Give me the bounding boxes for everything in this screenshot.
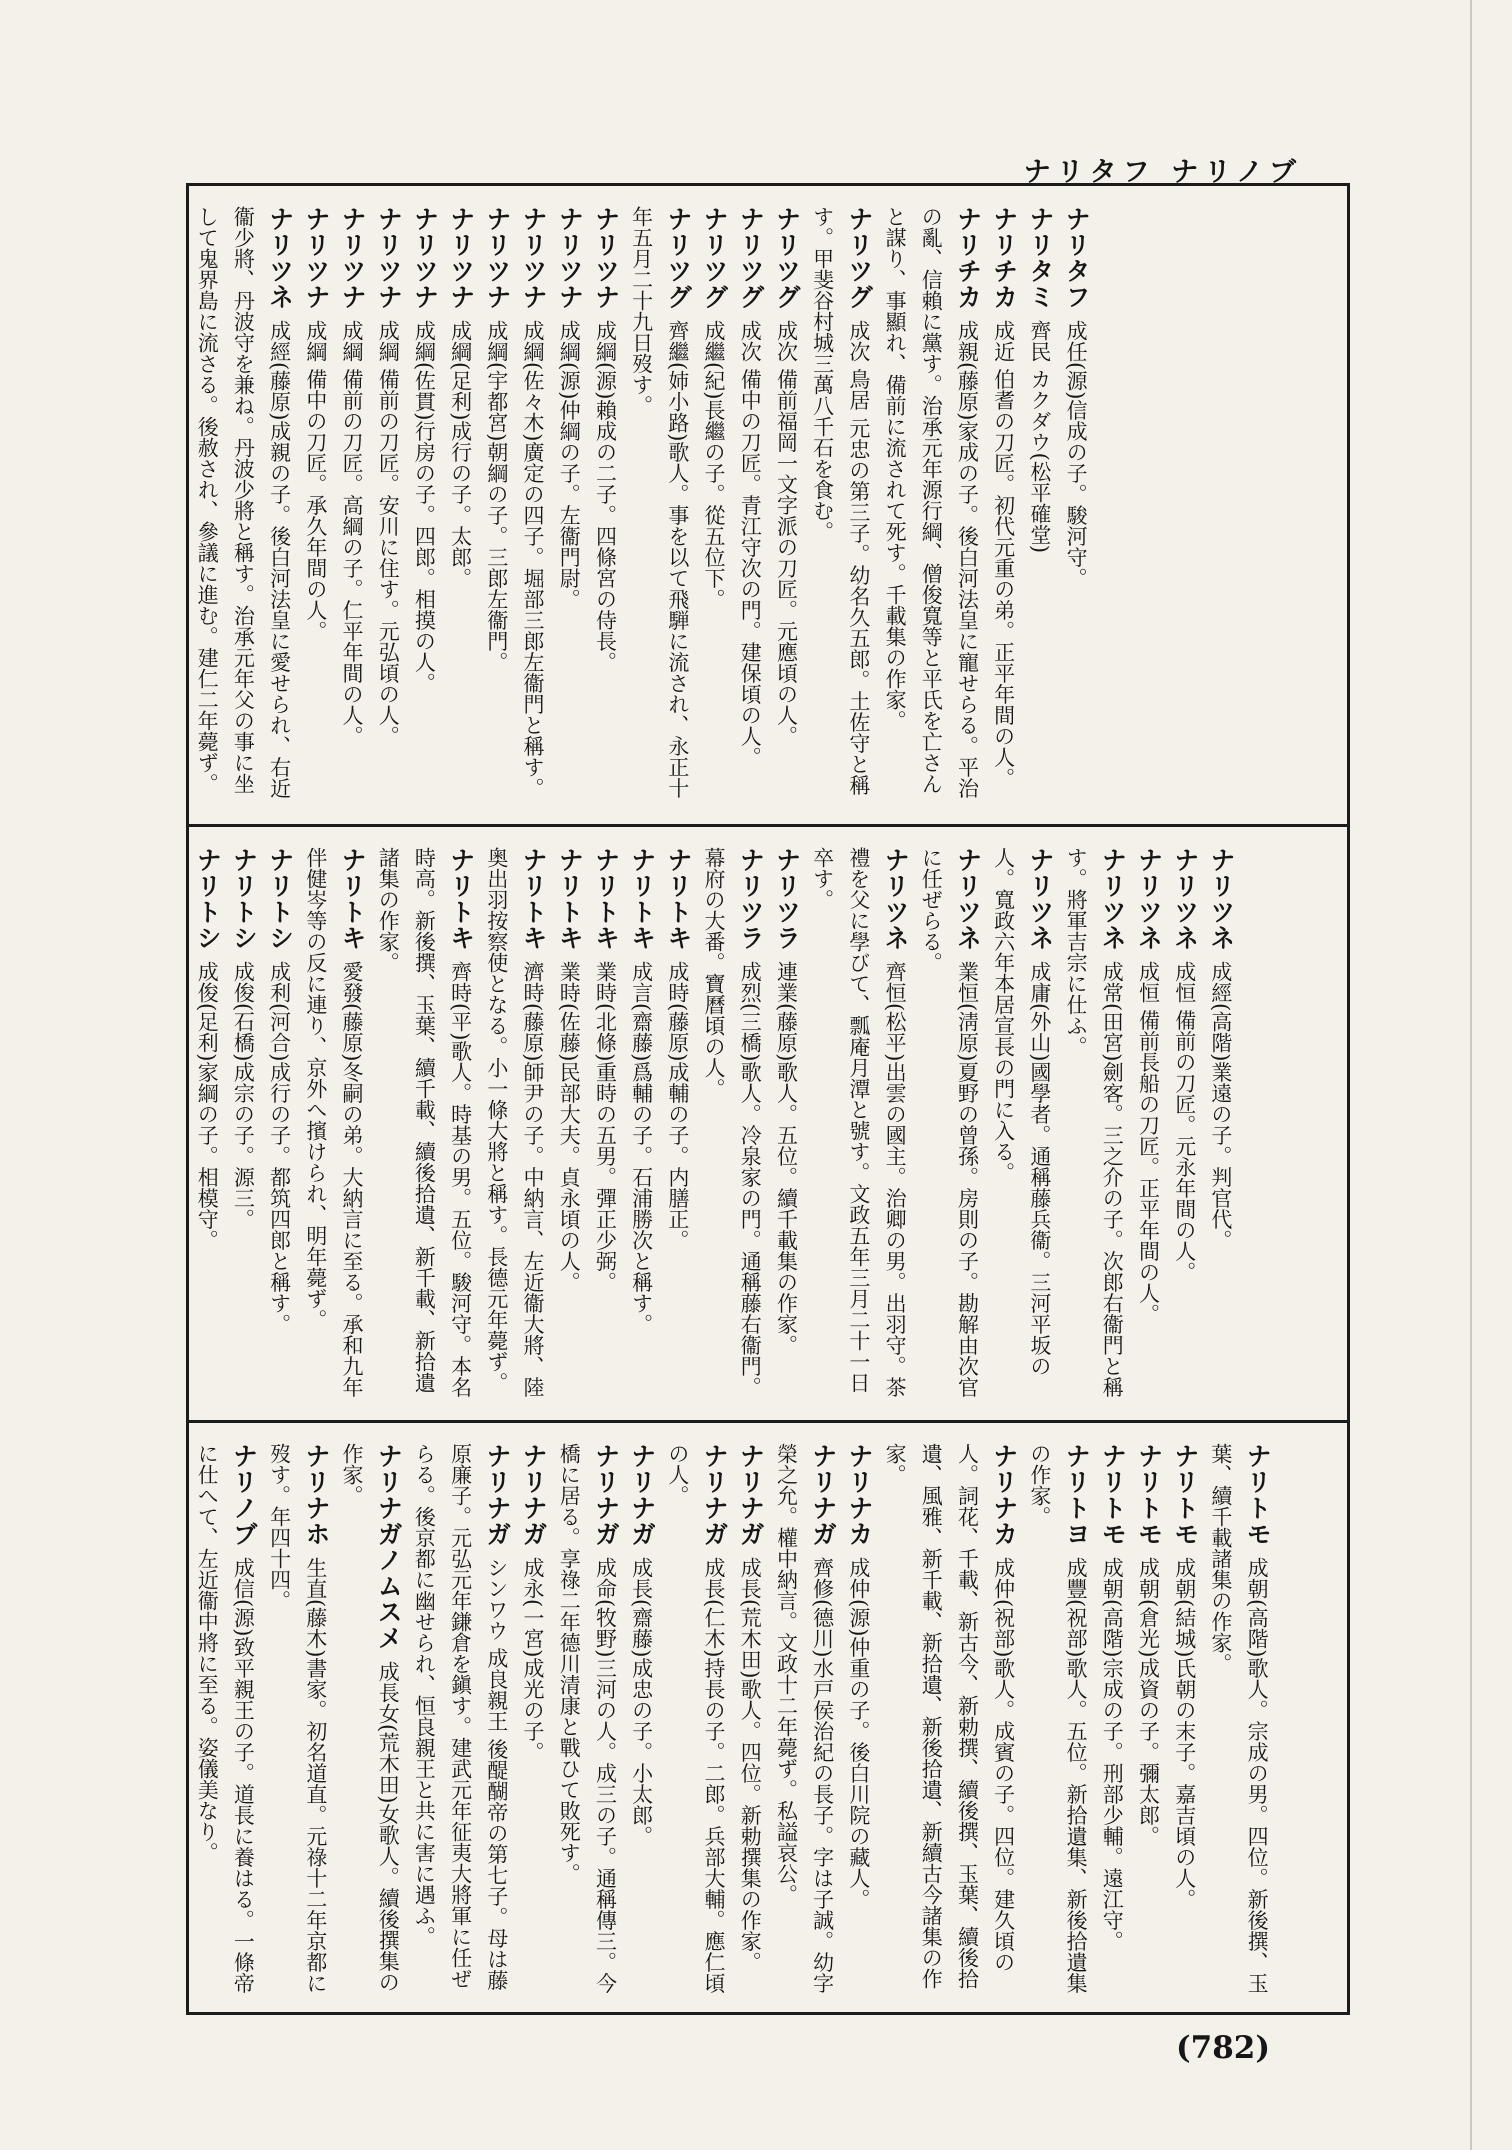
entry xyxy=(370,206,406,804)
entry-reading: ナリツラ xyxy=(772,847,802,951)
entry-text: 成繼(紀)長繼の子。從五位下。 xyxy=(702,320,727,610)
entry-reading: ナリタミ xyxy=(1025,206,1055,310)
entry xyxy=(1203,1443,1275,1998)
entry-reading: ナリツラ xyxy=(736,847,766,951)
entry-text: 生直(藤木)書家。初名道直。元祿十二年京都に歿す。年四十四。 xyxy=(267,1443,328,1994)
entry-text: 成恒 備前の刀匠。元永年間の人。 xyxy=(1172,961,1197,1283)
entry-reading: ナリナカ xyxy=(989,1443,1019,1547)
entry xyxy=(189,1443,261,1998)
entry-text: 業時(北條)重時の五男。彈正少弼。 xyxy=(593,961,618,1293)
entry-reading: ナリツネ xyxy=(881,847,911,951)
entry-text: 成利(河合)成行の子。都筑四郎と稱す。 xyxy=(267,961,292,1335)
entry-reading: ナリトシ xyxy=(265,847,295,951)
entry-reading: ナリナガ xyxy=(591,1443,621,1547)
entry-reading: ナリツナ xyxy=(591,206,621,310)
entry-reading: ナリチカ xyxy=(989,206,1019,310)
entry-text: 成綱(佐貫)行房の子。四郎。相摸の人。 xyxy=(412,320,437,694)
entry-reading: ナリツナ xyxy=(482,206,512,310)
entry-reading: ナリトキ xyxy=(519,847,549,951)
entry-reading: ナリツネ xyxy=(1025,847,1055,951)
entry xyxy=(768,206,804,804)
entry-reading: ナリトキ xyxy=(555,847,585,951)
band-top xyxy=(189,186,1347,818)
entry-text: 成恒 備前長船の刀匠。正平年間の人。 xyxy=(1136,961,1161,1325)
entry xyxy=(985,847,1057,1400)
entry xyxy=(696,206,732,804)
entry xyxy=(515,206,551,804)
dictionary-frame xyxy=(186,183,1350,2015)
entry-reading: ナリトシ xyxy=(193,847,223,951)
band-bottom xyxy=(189,1420,1347,2012)
entry-reading: ナリナホ xyxy=(301,1443,331,1547)
entry-text: 濟時(藤原)師尹の子。中納言、左近衞大將、陸奥出羽按察使となる。小一條大將と稱す。長德元年薨ず。 xyxy=(484,847,546,1398)
entry-text: 成俊(足利)家綱の子。相模守。 xyxy=(195,961,220,1251)
entry-reading: ナリタフ xyxy=(1062,206,1092,310)
entry-text: 成庸(外山)國學者。通稱藤兵衞。三河平坂の人。寬政六年本居宣長の門に入る。 xyxy=(991,847,1052,1377)
entry-reading: ナリトキ xyxy=(627,847,657,951)
entry xyxy=(334,1443,406,1998)
entry-text: 成長(荒木田)歌人。四位。新勅撰集の作家。 xyxy=(738,1557,763,1973)
entry xyxy=(877,206,986,804)
entry xyxy=(1203,847,1239,1400)
entry xyxy=(551,1443,623,1998)
entry-text: 成俊(石橋)成宗の子。源三。 xyxy=(231,961,256,1230)
entry-text: 成次 鳥居 元忠の第三子。幼名久五郎。土佐守と稱す。甲斐谷村城三萬八千石を食む。 xyxy=(810,206,871,796)
entry-text: 愛發(藤原)冬嗣の弟。大納言に至る。承和九年伴健岑等の反に連り、京外へ擯けられ、明年薨ず。 xyxy=(303,847,365,1398)
entry xyxy=(841,1443,877,1998)
entry xyxy=(1130,1443,1166,1998)
entry-reading: ナリノブ xyxy=(229,1443,259,1547)
entry-text: 成次 備前福岡一文字派の刀匠。元應頃の人。 xyxy=(774,320,799,747)
entry-text: 成長(齋藤)成忠の子。小太郎。 xyxy=(629,1557,654,1847)
entry xyxy=(1022,1443,1094,1998)
entry-text: 成經(高階)業遠の子。判官代。 xyxy=(1208,961,1233,1251)
entry-reading: ナリツナ xyxy=(446,206,476,310)
entry xyxy=(587,847,623,1400)
entry-reading: ナリトモ xyxy=(1098,1443,1128,1547)
entry xyxy=(804,206,876,804)
entry-reading: ナリトキ xyxy=(663,847,693,951)
entry-reading: ナリツネ xyxy=(1098,847,1128,951)
entry-text: 成仲(源)仲重の子。後白川院の藏人。 xyxy=(846,1557,871,1910)
entry-reading: ナリナガ xyxy=(519,1443,549,1547)
entry xyxy=(298,206,334,804)
entry-text: 成命(牧野)三河の人。成三の子。通稱傳三。今橋に居る。享祿二年德川清康と戰ひて敗死す。 xyxy=(557,1443,618,1994)
entry xyxy=(768,1443,840,1998)
entry-text: 成言(齋藤)爲輔の子。石浦勝次と稱す。 xyxy=(629,961,654,1335)
entry-text: 成經(藤原)成親の子。後白河法皇に愛せられ、右近衞少將、丹波守を兼ね。丹波少將と稱す。治承元年父の事に坐して鬼界島に流さる。後赦され、參議に進む。建仁二年薨ず。 xyxy=(195,206,292,799)
entry-text: 成信(源)致平親王の子。道長に養はる。一條帝に仕へて、左近衞中將に至る。姿儀美なり。 xyxy=(195,1443,256,1994)
band-middle-entries xyxy=(189,827,1249,1414)
entry xyxy=(623,1443,659,1998)
entry xyxy=(660,1443,732,1998)
entry xyxy=(1058,206,1094,804)
entry-text: 成近 伯耆の刀匠。初代元重の弟。正平年間の人。 xyxy=(991,320,1016,789)
entry xyxy=(225,847,261,1400)
entry-reading: ナリツナ xyxy=(555,206,585,310)
band-bottom-entries xyxy=(189,1423,1285,2012)
entry-text: 業時(佐藤)民部大夫。貞永頃の人。 xyxy=(557,961,582,1293)
entry xyxy=(623,206,695,804)
entry xyxy=(479,847,551,1400)
entry-reading: ナリナガ xyxy=(736,1443,766,1547)
entry-reading: ナリトモ xyxy=(1170,1443,1200,1547)
entry-text: 成次 備中の刀匠。青江守次の門。建保頃の人。 xyxy=(738,320,763,768)
entry xyxy=(261,1443,333,1998)
entry-reading: ナリツグ xyxy=(844,206,874,310)
entry-reading: ナリツグ xyxy=(700,206,730,310)
entry xyxy=(985,206,1021,804)
entry-text: 成任(源)信成の子。駿河守。 xyxy=(1064,320,1089,589)
entry-text: 成綱(源)仲綱の子。左衞門尉。 xyxy=(557,320,582,610)
entry-text: 成綱(佐々木)廣定の四子。堀部三郎左衞門と稱す。 xyxy=(521,320,546,799)
entry-reading: ナリツナ xyxy=(519,206,549,310)
entry xyxy=(261,847,297,1400)
entry-text: 成豐(祝部)歌人。五位。新拾遺集、新後拾遺集の作家。 xyxy=(1027,1443,1089,1994)
entry xyxy=(732,1443,768,1998)
entry-text: 成永(一宮)成光の子。 xyxy=(521,1557,546,1763)
entry xyxy=(913,847,985,1400)
entry xyxy=(189,206,298,804)
entry xyxy=(804,847,913,1400)
entry-text: 成綱(源)賴成の二子。四條宮の侍長。 xyxy=(593,320,618,673)
entry-reading: ナリナカ xyxy=(844,1443,874,1547)
entry xyxy=(370,847,479,1400)
entry-reading: ナリツナ xyxy=(374,206,404,310)
entry xyxy=(515,1443,551,1998)
entry-text: 齊繼(姉小路)歌人。事を以て飛騨に流され、永正十年五月二十九日歿す。 xyxy=(629,206,690,799)
entry-reading: ナリナガノムスメ xyxy=(374,1443,404,1651)
entry-reading: ナリトモ xyxy=(1243,1443,1273,1547)
entry-reading: ナリツネ xyxy=(1206,847,1236,951)
entry xyxy=(551,847,587,1400)
entry-text: 齊時(平)歌人。時基の男。五位。駿河守。本名時高。新後撰、玉葉、續千載、續後拾遺、新千載、新拾遺諸集の作家。 xyxy=(376,847,473,1398)
entry xyxy=(189,847,225,1400)
entry-reading: ナリツナ xyxy=(301,206,331,310)
band-top-entries xyxy=(189,186,1104,818)
entry-text: 成朝(高階)宗成の子。刑部少輔。遠江守。 xyxy=(1100,1557,1125,1952)
entry xyxy=(442,206,478,804)
entry-text: 成常(田宮)劍客。三之介の子。次郎右衞門と稱す。將軍吉宗に仕ふ。 xyxy=(1064,847,1125,1398)
entry-text: 成綱 備前の刀匠。安川に住す。元弘頃の人。 xyxy=(376,320,401,747)
entry xyxy=(479,206,515,804)
entry-text: 齊修(德川)水戸侯治紀の長子。字は子誠。幼字榮之允。權中納言。文政十二年薨ず。私謚哀公。 xyxy=(774,1443,835,1994)
entry xyxy=(1094,1443,1130,1998)
entry-reading: ナリチカ xyxy=(953,206,983,310)
entry-text: 成朝(結城)氏朝の末子。嘉吉頃の人。 xyxy=(1172,1557,1197,1910)
entry-reading: ナリツネ xyxy=(953,847,983,951)
entry-reading: ナリナガ xyxy=(700,1443,730,1547)
entry-reading: ナリトキ xyxy=(591,847,621,951)
entry-text: 連業(藤原)歌人。五位。續千載集の作家。 xyxy=(774,961,799,1356)
entry-text: 成綱 備中の刀匠。承久年間の人。 xyxy=(303,320,328,642)
entry xyxy=(334,206,370,804)
entry xyxy=(696,847,768,1400)
entry xyxy=(660,847,696,1400)
entry xyxy=(1130,847,1166,1400)
entry-text: 成長女(荒木田)女歌人。續後撰集の作家。 xyxy=(340,1443,401,1993)
entry xyxy=(768,847,804,1400)
entry-text: 成親(藤原)家成の子。後白河法皇に寵せらる。平治の亂、信賴に黨す。治承元年源行綱、僧俊寬等と平氏を亡さんと謀り、事顯れ、備前に流されて死す。千載集の作家。 xyxy=(883,206,980,799)
entry-text: シンワウ 成良親王 後醍醐帝の第七子。母は藤原廉子。元弘元年鎌倉を鎭す。建武元年征夷大將軍に任ぜらる。後京都に幽せられ、恒良親王と共に害に遇ふ。 xyxy=(412,1443,509,1991)
entry-text: 成仲(祝部)歌人。成賓の子。四位。建久頃の人。詞花、千載、新古今、新勅撰、續後撰、玉葉、續後拾遺、風雅、新千載、新拾遺、新後拾遺、新續古今諸集の作家。 xyxy=(883,1443,1016,1989)
entry xyxy=(732,206,768,804)
entry-reading: ナリツネ xyxy=(1134,847,1164,951)
entry xyxy=(1022,206,1058,804)
entry xyxy=(406,206,442,804)
entry xyxy=(877,1443,1022,1998)
entry xyxy=(623,847,659,1400)
entry-text: 成朝(高階)歌人。宗成の男。四位。新後撰、玉葉、續千載諸集の作家。 xyxy=(1208,1443,1270,1994)
entry xyxy=(298,847,370,1400)
page-number: (782) xyxy=(1175,2030,1270,2066)
entry-text: 業恒(淸原)夏野の曾孫。房則の子。勘解由次官に任ぜらる。 xyxy=(919,847,980,1398)
running-header: ナリタフ ナリノブ xyxy=(1023,157,1302,188)
entry-reading: ナリツナ xyxy=(410,206,440,310)
entry-text: 成綱 備前の刀匠。高綱の子。仁平年間の人。 xyxy=(340,320,365,747)
entry xyxy=(1166,1443,1202,1998)
entry-reading: ナリツグ xyxy=(772,206,802,310)
band-middle xyxy=(189,824,1347,1414)
entry xyxy=(551,206,587,804)
entry-text: 成時(藤原)成輔の子。内膳正。 xyxy=(665,961,690,1251)
entry xyxy=(406,1443,515,1998)
entry-reading: ナリナガ xyxy=(482,1443,512,1547)
entry-reading: ナリトキ xyxy=(338,847,368,951)
entry-reading: ナリツネ xyxy=(1170,847,1200,951)
entry-reading: ナリツグ xyxy=(736,206,766,310)
entry-reading: ナリナガ xyxy=(627,1443,657,1547)
entry-reading: ナリツナ xyxy=(338,206,368,310)
entry-text: 成長(仁木)持長の子。二郎。兵部大輔。應仁頃の人。 xyxy=(665,1443,727,1994)
entry-text: 成綱(宇都宮)朝綱の子。三郎左衞門。 xyxy=(484,320,509,673)
entry-reading: ナリトヨ xyxy=(1062,1443,1092,1547)
entry-text: 成烈(三橋)歌人。冷泉家の門。通稱藤右衞門。幕府の大番。寶曆頃の人。 xyxy=(702,847,763,1398)
entry xyxy=(587,206,623,804)
entry-reading: ナリツグ xyxy=(663,206,693,310)
entry-text: 成綱(足利)成行の子。太郎。 xyxy=(448,320,473,589)
entry-reading: ナリツネ xyxy=(265,206,295,310)
entry-text: 成朝(倉光)成資の子。彌太郎。 xyxy=(1136,1557,1161,1847)
entry xyxy=(1058,847,1130,1400)
page-edge-margin xyxy=(1470,0,1512,2150)
entry-reading: ナリトモ xyxy=(1134,1443,1164,1547)
entry-reading: ナリトキ xyxy=(446,847,476,951)
entry-text: 齊民 カクダウ(松平確堂) xyxy=(1027,320,1052,554)
entry-text: 齊恒(松平)出雲の國主。治卿の男。出羽守。茶禮を父に學びて、瓢庵月潭と號す。文政五年三月二十一日卒す。 xyxy=(810,847,908,1398)
entry-reading: ナリナガ xyxy=(808,1443,838,1547)
entry xyxy=(1166,847,1202,1400)
entry-reading: ナリトシ xyxy=(229,847,259,951)
